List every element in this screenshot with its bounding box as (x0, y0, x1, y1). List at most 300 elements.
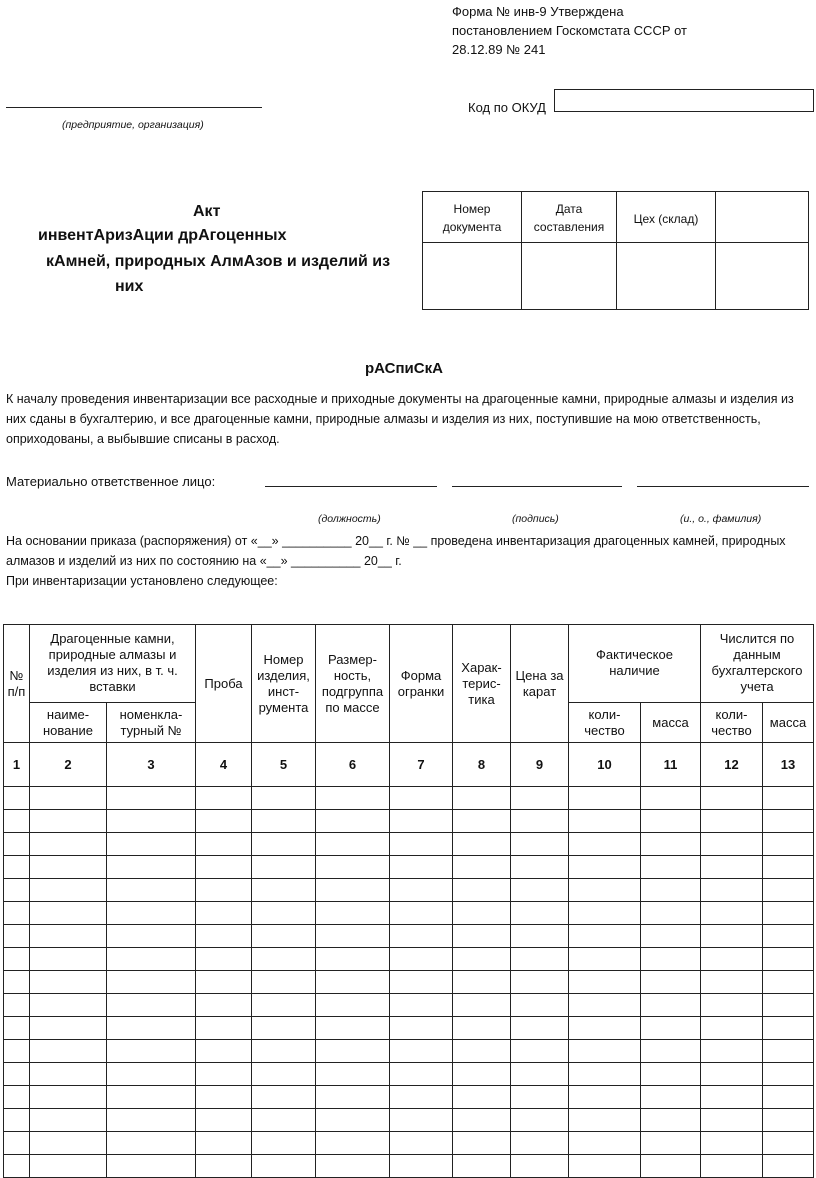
table-cell[interactable] (641, 948, 701, 971)
table-cell[interactable] (390, 833, 453, 856)
form-line-3: 28.12.89 № 241 (452, 42, 546, 57)
table-cell[interactable] (511, 833, 569, 856)
table-cell[interactable] (701, 1109, 763, 1132)
act-title-line-2: инвентАризАции дрАгоценных (38, 227, 287, 244)
full-name-caption: (и., о., фамилия) (680, 513, 762, 525)
doc-number-header: Номер документа (423, 192, 522, 243)
table-cell[interactable] (511, 1017, 569, 1040)
table-cell[interactable] (453, 810, 511, 833)
table-cell[interactable] (511, 994, 569, 1017)
doc-date-cell[interactable] (522, 243, 617, 310)
table-cell[interactable] (763, 856, 814, 879)
table-cell[interactable] (30, 1017, 107, 1040)
table-cell[interactable] (511, 787, 569, 810)
header-number: № п/п (4, 625, 30, 743)
table-cell[interactable] (453, 879, 511, 902)
table-cell[interactable] (763, 1040, 814, 1063)
table-cell[interactable] (511, 925, 569, 948)
table-cell[interactable] (30, 902, 107, 925)
table-cell[interactable] (641, 994, 701, 1017)
table-cell[interactable] (453, 833, 511, 856)
table-cell[interactable] (196, 1086, 252, 1109)
table-cell[interactable] (763, 787, 814, 810)
table-cell[interactable] (390, 994, 453, 1017)
table-cell[interactable] (701, 1017, 763, 1040)
table-cell[interactable] (511, 1109, 569, 1132)
table-cell[interactable] (196, 925, 252, 948)
header-actual-mass: масса (641, 703, 701, 743)
header-cut: Форма огранки (390, 625, 453, 743)
table-cell[interactable] (252, 810, 316, 833)
table-row (4, 810, 814, 833)
table-cell[interactable] (701, 1063, 763, 1086)
table-cell[interactable] (641, 810, 701, 833)
doc-workshop-header: Цех (склад) (617, 192, 716, 243)
okud-label: Код по ОКУД (468, 100, 546, 115)
table-cell[interactable] (511, 1086, 569, 1109)
table-cell[interactable] (569, 994, 641, 1017)
table-cell[interactable] (390, 787, 453, 810)
table-cell[interactable] (641, 1017, 701, 1040)
col-number-2: 2 (30, 743, 107, 787)
table-cell[interactable] (763, 1063, 814, 1086)
col-number-12: 12 (701, 743, 763, 787)
table-cell[interactable] (569, 1017, 641, 1040)
table-cell[interactable] (30, 787, 107, 810)
table-cell[interactable] (390, 925, 453, 948)
table-cell[interactable] (316, 810, 390, 833)
table-cell[interactable] (641, 1086, 701, 1109)
table-cell[interactable] (316, 1086, 390, 1109)
table-cell[interactable] (511, 971, 569, 994)
table-cell[interactable] (569, 902, 641, 925)
table-cell[interactable] (4, 1017, 30, 1040)
table-cell[interactable] (252, 925, 316, 948)
table-cell[interactable] (763, 1132, 814, 1155)
table-cell[interactable] (196, 856, 252, 879)
col-number-4: 4 (196, 743, 252, 787)
act-title-line-4: них (115, 278, 144, 295)
header-price: Цена за карат (511, 625, 569, 743)
table-cell[interactable] (30, 1155, 107, 1178)
table-cell[interactable] (763, 994, 814, 1017)
table-cell[interactable] (107, 879, 196, 902)
table-cell[interactable] (701, 1155, 763, 1178)
table-cell[interactable] (107, 948, 196, 971)
table-cell[interactable] (252, 1109, 316, 1132)
table-cell[interactable] (511, 856, 569, 879)
table-cell[interactable] (390, 1132, 453, 1155)
table-row (4, 879, 814, 902)
table-cell[interactable] (4, 856, 30, 879)
table-cell[interactable] (30, 1132, 107, 1155)
organization-caption: (предприятие, организация) (62, 119, 204, 131)
table-row (4, 948, 814, 971)
table-cell[interactable] (107, 925, 196, 948)
signature-field[interactable] (452, 486, 622, 487)
table-cell[interactable] (390, 1040, 453, 1063)
table-row (4, 833, 814, 856)
table-cell[interactable] (316, 1063, 390, 1086)
table-cell[interactable] (252, 879, 316, 902)
table-cell[interactable] (252, 1086, 316, 1109)
col-number-5: 5 (252, 743, 316, 787)
table-cell[interactable] (569, 1109, 641, 1132)
table-cell[interactable] (4, 948, 30, 971)
header-characteristic: Харак-терис-тика (453, 625, 511, 743)
table-cell[interactable] (4, 879, 30, 902)
table-cell[interactable] (316, 879, 390, 902)
table-cell[interactable] (316, 856, 390, 879)
table-cell[interactable] (641, 902, 701, 925)
table-row (4, 1155, 814, 1178)
position-caption: (должность) (318, 513, 381, 525)
table-cell[interactable] (453, 1155, 511, 1178)
table-cell[interactable] (390, 1017, 453, 1040)
header-size: Размер-ность, подгруппа по массе (316, 625, 390, 743)
basis-block (6, 531, 816, 591)
act-title-line-3: кАмней, природных АлмАзов и изделий из (46, 253, 391, 270)
table-cell[interactable] (701, 902, 763, 925)
table-cell[interactable] (641, 833, 701, 856)
table-cell[interactable] (107, 856, 196, 879)
table-cell[interactable] (252, 1132, 316, 1155)
act-title-line-1: Акт (193, 203, 221, 220)
table-cell[interactable] (316, 1109, 390, 1132)
table-cell[interactable] (511, 1155, 569, 1178)
header-book: Числится по данным бухгалтерского учета (701, 625, 814, 703)
document-info-table (422, 191, 809, 310)
table-cell[interactable] (4, 1155, 30, 1178)
table-cell[interactable] (107, 833, 196, 856)
table-cell[interactable] (196, 810, 252, 833)
table-cell[interactable] (316, 902, 390, 925)
header-proba: Проба (196, 625, 252, 743)
table-cell[interactable] (453, 1017, 511, 1040)
table-cell[interactable] (569, 1040, 641, 1063)
table-cell[interactable] (316, 994, 390, 1017)
table-cell[interactable] (4, 1109, 30, 1132)
table-cell[interactable] (316, 1132, 390, 1155)
table-cell[interactable] (453, 948, 511, 971)
table-cell[interactable] (196, 902, 252, 925)
table-cell[interactable] (701, 787, 763, 810)
table-cell[interactable] (196, 971, 252, 994)
table-cell[interactable] (30, 879, 107, 902)
table-cell[interactable] (316, 787, 390, 810)
table-cell[interactable] (30, 1040, 107, 1063)
table-cell[interactable] (4, 971, 30, 994)
table-cell[interactable] (453, 1086, 511, 1109)
table-cell[interactable] (316, 971, 390, 994)
table-cell[interactable] (511, 1063, 569, 1086)
table-cell[interactable] (196, 994, 252, 1017)
table-cell[interactable] (107, 994, 196, 1017)
table-cell[interactable] (763, 833, 814, 856)
table-cell[interactable] (252, 1063, 316, 1086)
table-row (4, 1040, 814, 1063)
table-cell[interactable] (390, 1086, 453, 1109)
table-cell[interactable] (641, 856, 701, 879)
table-cell[interactable] (316, 1155, 390, 1178)
table-cell[interactable] (701, 994, 763, 1017)
table-cell[interactable] (701, 1132, 763, 1155)
table-cell[interactable] (252, 948, 316, 971)
table-cell[interactable] (453, 1063, 511, 1086)
table-cell[interactable] (453, 1132, 511, 1155)
basis-text: На основании приказа (распоряжения) от «__» __________ 20__ г. № __ проведена инвентаризация драгоценных камней, природных алмазов и изделий из них по состоянию на «__» __________ 20__ г. (6, 534, 786, 568)
table-cell[interactable] (511, 902, 569, 925)
table-cell[interactable] (511, 879, 569, 902)
table-cell[interactable] (453, 971, 511, 994)
table-cell[interactable] (196, 787, 252, 810)
table-cell[interactable] (107, 1155, 196, 1178)
position-field[interactable] (265, 486, 437, 487)
table-cell[interactable] (390, 1063, 453, 1086)
table-cell[interactable] (701, 1040, 763, 1063)
table-cell[interactable] (30, 971, 107, 994)
col-number-3: 3 (107, 743, 196, 787)
header-nomenclature: номенкла-турный № (107, 703, 196, 743)
table-cell[interactable] (569, 833, 641, 856)
table-cell[interactable] (641, 925, 701, 948)
table-cell[interactable] (252, 833, 316, 856)
table-cell[interactable] (4, 833, 30, 856)
table-cell[interactable] (4, 810, 30, 833)
table-cell[interactable] (569, 810, 641, 833)
organization-field[interactable] (6, 107, 262, 108)
table-cell[interactable] (390, 1109, 453, 1132)
table-cell[interactable] (569, 879, 641, 902)
table-cell[interactable] (107, 902, 196, 925)
table-row (4, 1086, 814, 1109)
table-cell[interactable] (252, 856, 316, 879)
table-cell[interactable] (569, 787, 641, 810)
header-book-mass: масса (763, 703, 814, 743)
table-row (4, 856, 814, 879)
table-cell[interactable] (252, 1155, 316, 1178)
receipt-text: К началу проведения инвентаризации все расходные и приходные документы на драгоценные камни, природные алмазы и изделия из них сданы в бухгалтерию, и все драгоценные камни, природные алмазы и изделия из них, поступившие на мою ответственность, оприходованы, а выбывшие списаны в расход. (6, 392, 794, 446)
doc-workshop-cell[interactable] (617, 243, 716, 310)
table-cell[interactable] (196, 948, 252, 971)
table-cell[interactable] (453, 1109, 511, 1132)
table-cell[interactable] (252, 902, 316, 925)
table-cell[interactable] (390, 810, 453, 833)
table-row (4, 1132, 814, 1155)
header-actual-qty: коли-чество (569, 703, 641, 743)
table-cell[interactable] (107, 1086, 196, 1109)
table-cell[interactable] (453, 787, 511, 810)
table-row (4, 971, 814, 994)
table-cell[interactable] (569, 971, 641, 994)
table-cell[interactable] (30, 948, 107, 971)
table-row (4, 1063, 814, 1086)
table-cell[interactable] (4, 994, 30, 1017)
table-cell[interactable] (763, 971, 814, 994)
table-cell[interactable] (701, 1086, 763, 1109)
col-number-13: 13 (763, 743, 814, 787)
table-cell[interactable] (453, 1040, 511, 1063)
header-stones: Драгоценные камни, природные алмазы и изделия из них, в т. ч. вставки (30, 625, 196, 703)
table-cell[interactable] (569, 1155, 641, 1178)
table-cell[interactable] (107, 1132, 196, 1155)
table-cell[interactable] (569, 1063, 641, 1086)
table-row (4, 994, 814, 1017)
table-cell[interactable] (196, 1109, 252, 1132)
table-cell[interactable] (316, 925, 390, 948)
table-cell[interactable] (4, 787, 30, 810)
table-cell[interactable] (30, 994, 107, 1017)
table-cell[interactable] (390, 1155, 453, 1178)
table-row (4, 1109, 814, 1132)
table-cell[interactable] (30, 833, 107, 856)
table-cell[interactable] (453, 994, 511, 1017)
found-text: При инвентаризации установлено следующее: (6, 574, 278, 588)
table-cell[interactable] (107, 810, 196, 833)
doc-extra-header (716, 192, 809, 243)
table-cell[interactable] (107, 971, 196, 994)
table-cell[interactable] (763, 948, 814, 971)
table-cell[interactable] (252, 971, 316, 994)
table-cell[interactable] (30, 1109, 107, 1132)
table-cell[interactable] (390, 856, 453, 879)
table-cell[interactable] (30, 1063, 107, 1086)
table-cell[interactable] (763, 1086, 814, 1109)
table-cell[interactable] (107, 1017, 196, 1040)
table-cell[interactable] (701, 810, 763, 833)
header-actual: Фактическое наличие (569, 625, 701, 703)
table-cell[interactable] (701, 971, 763, 994)
table-cell[interactable] (252, 994, 316, 1017)
table-cell[interactable] (4, 1040, 30, 1063)
table-cell[interactable] (569, 1132, 641, 1155)
header-book-qty: коли-чество (701, 703, 763, 743)
table-cell[interactable] (107, 1109, 196, 1132)
col-number-10: 10 (569, 743, 641, 787)
table-cell[interactable] (763, 902, 814, 925)
table-cell[interactable] (316, 948, 390, 971)
table-cell[interactable] (763, 879, 814, 902)
table-cell[interactable] (196, 1040, 252, 1063)
table-cell[interactable] (4, 902, 30, 925)
table-row (4, 787, 814, 810)
table-cell[interactable] (569, 856, 641, 879)
form-header (452, 2, 752, 59)
table-cell[interactable] (641, 1109, 701, 1132)
table-cell[interactable] (569, 1086, 641, 1109)
responsible-label: Материально ответственное лицо: (6, 474, 216, 489)
table-cell[interactable] (641, 1063, 701, 1086)
table-cell[interactable] (641, 971, 701, 994)
doc-extra-cell[interactable] (716, 243, 809, 310)
col-number-8: 8 (453, 743, 511, 787)
table-cell[interactable] (390, 902, 453, 925)
table-cell[interactable] (390, 971, 453, 994)
table-cell[interactable] (196, 1132, 252, 1155)
form-line-2: постановлением Госкомстата СССР от (452, 23, 688, 38)
table-cell[interactable] (763, 925, 814, 948)
table-cell[interactable] (641, 879, 701, 902)
table-cell[interactable] (252, 1017, 316, 1040)
table-cell[interactable] (4, 925, 30, 948)
table-cell[interactable] (763, 1109, 814, 1132)
col-number-1: 1 (4, 743, 30, 787)
table-cell[interactable] (390, 948, 453, 971)
table-cell[interactable] (30, 810, 107, 833)
table-cell[interactable] (641, 1040, 701, 1063)
table-cell[interactable] (107, 1063, 196, 1086)
table-cell[interactable] (30, 925, 107, 948)
table-cell[interactable] (196, 879, 252, 902)
table-cell[interactable] (511, 1040, 569, 1063)
doc-date-header: Дата составления (522, 192, 617, 243)
form-line-1: Форма № инв-9 Утверждена (452, 4, 624, 19)
col-number-6: 6 (316, 743, 390, 787)
table-cell[interactable] (511, 1132, 569, 1155)
table-cell[interactable] (511, 948, 569, 971)
table-cell[interactable] (701, 948, 763, 971)
table-cell[interactable] (453, 856, 511, 879)
table-cell[interactable] (196, 833, 252, 856)
table-cell[interactable] (316, 833, 390, 856)
table-cell[interactable] (252, 787, 316, 810)
table-cell[interactable] (252, 1040, 316, 1063)
table-cell[interactable] (763, 1017, 814, 1040)
col-number-9: 9 (511, 743, 569, 787)
col-number-7: 7 (390, 743, 453, 787)
table-cell[interactable] (4, 1063, 30, 1086)
table-cell[interactable] (701, 833, 763, 856)
col-number-11: 11 (641, 743, 701, 787)
table-cell[interactable] (641, 787, 701, 810)
table-cell[interactable] (4, 1132, 30, 1155)
table-cell[interactable] (30, 856, 107, 879)
table-cell[interactable] (569, 925, 641, 948)
table-cell[interactable] (641, 1132, 701, 1155)
table-row (4, 902, 814, 925)
table-cell[interactable] (763, 1155, 814, 1178)
table-cell[interactable] (196, 1155, 252, 1178)
table-cell[interactable] (453, 925, 511, 948)
table-cell[interactable] (107, 1040, 196, 1063)
table-cell[interactable] (569, 948, 641, 971)
doc-number-cell[interactable] (423, 243, 522, 310)
table-cell[interactable] (390, 879, 453, 902)
table-cell[interactable] (107, 787, 196, 810)
table-cell[interactable] (763, 810, 814, 833)
table-cell[interactable] (641, 1155, 701, 1178)
table-cell[interactable] (701, 925, 763, 948)
table-cell[interactable] (196, 1063, 252, 1086)
receipt-title: рАСпиСкА (365, 360, 443, 377)
table-cell[interactable] (30, 1086, 107, 1109)
header-item-number: Номер изделия, инст-румента (252, 625, 316, 743)
table-cell[interactable] (453, 902, 511, 925)
table-cell[interactable] (316, 1040, 390, 1063)
table-cell[interactable] (701, 856, 763, 879)
table-row (4, 925, 814, 948)
full-name-field[interactable] (637, 486, 809, 487)
header-name: наиме-нование (30, 703, 107, 743)
table-cell[interactable] (4, 1086, 30, 1109)
table-cell[interactable] (511, 810, 569, 833)
inventory-table (3, 624, 814, 1178)
table-cell[interactable] (701, 879, 763, 902)
table-cell[interactable] (316, 1017, 390, 1040)
table-cell[interactable] (196, 1017, 252, 1040)
okud-field[interactable] (554, 89, 814, 112)
signature-caption: (подпись) (512, 513, 559, 525)
